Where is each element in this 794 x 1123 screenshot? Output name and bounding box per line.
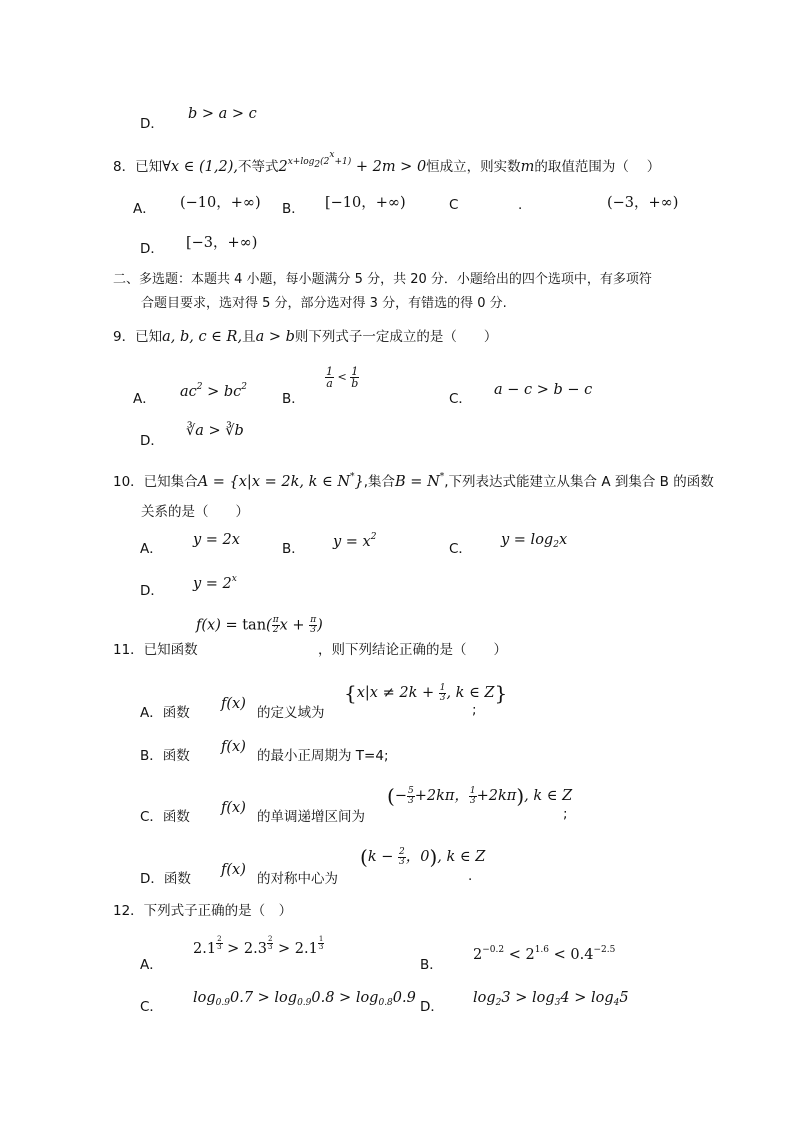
q9-option-b-label: B． — [282, 391, 305, 407]
q11-option-a-end: ; — [472, 702, 477, 718]
q12-option-c-value: $\log_{0.9}0.7 > \log_{0.9}0.8 > \log_{0.8}0.9$ — [193, 990, 416, 1008]
q9-option-c-label: C． — [449, 391, 472, 407]
q8-option-d-value: [−3，+∞) — [186, 235, 258, 251]
q9-vars: a, b, c ∈ R, — [162, 329, 243, 345]
q9-option-d-label: D． — [140, 433, 164, 449]
q7-option-d-value: b > a > c — [188, 106, 257, 122]
q10-mid: ,集合 — [363, 474, 396, 490]
q9-suffix: 则下列式子一定成立的是（ ） — [294, 329, 498, 345]
q12-option-c-label: C． — [140, 999, 163, 1015]
q8-stem — [113, 150, 660, 175]
q8-option-a-label: A． — [133, 201, 156, 217]
q8-inequality: $2^{x+log_2(2^x+1)} + 2m > 0$ — [278, 150, 427, 175]
q11-function: f(x) = tan( $\frac{\pi}{2}$ x + $\frac{\pi}{3}$ ) — [196, 615, 323, 635]
q10-option-d-label: D． — [140, 583, 164, 599]
q9-condition: a > b — [255, 329, 295, 345]
q11-option-a-desc: 的定义域为 — [257, 705, 325, 721]
q11-option-a-fx: f(x) — [221, 696, 246, 712]
q8-suffix1: 恒成立，则实数 — [426, 159, 521, 175]
q8-option-b-label: B． — [282, 201, 305, 217]
q8-option-a-value: (−10，+∞) — [180, 195, 261, 211]
q8-condition: ∀x ∈ (1,2), — [162, 159, 238, 175]
q11-option-a-label: A．函数 — [140, 705, 190, 721]
q9-option-d-value: ∛a > ∛b — [186, 423, 244, 439]
q8-option-c-label: C — [449, 197, 459, 213]
q11-option-b-desc: 的最小正周期为 T=4; — [257, 748, 389, 764]
q8-suffix2: 的取值范围为（ ） — [534, 159, 661, 175]
q10-option-b-value: $y = x^2$ — [333, 532, 377, 550]
q8-option-b-value: [−10，+∞) — [325, 195, 406, 211]
q11-option-c-value: (− $\frac{5}{3}$ +2kπ， $\frac{1}{3}$ +2kπ), k ∈ Z — [387, 784, 573, 808]
q11-suffix: ，则下列结论正确的是（ ） — [318, 642, 507, 658]
q8-var: m — [520, 159, 535, 175]
q10-set-b: B = N* — [395, 472, 445, 490]
section-heading-line1: 二、多选题：本题共 4 小题，每小题满分 5 分，共 20 分．小题给出的四个选项中，有多项符 — [113, 272, 652, 287]
q9-prefix: 9．已知 — [113, 329, 163, 345]
q10-option-a-value: y = 2x — [193, 532, 240, 548]
q8-option-c-value: (−3，+∞) — [607, 195, 679, 211]
q10-option-c-label: C． — [449, 541, 472, 557]
q12-option-d-label: D． — [420, 999, 444, 1015]
q11-option-c-label: C．函数 — [140, 809, 190, 825]
q11-option-c-desc: 的单调递增区间为 — [257, 809, 365, 825]
section-heading-line2: 合题目要求，选对得 5 分，部分选对得 3 分，有错选的得 0 分. — [141, 296, 507, 311]
q11-option-d-label: D．函数 — [140, 871, 191, 887]
q11-option-b-label: B．函数 — [140, 748, 190, 764]
q12-stem: 12．下列式子正确的是（ ） — [113, 903, 293, 919]
q10-option-c-value: $y = \log_2x$ — [501, 532, 568, 550]
q9-option-a-label: A． — [133, 391, 156, 407]
q12-option-b-value: $2^{-0.2} < 2^{1.6} < 0.4^{-2.5}$ — [473, 945, 616, 963]
q11-option-c-end: ; — [563, 806, 568, 822]
q7-option-d-label: D． — [140, 116, 164, 132]
q9-option-b-value: $\frac{1}{a}$ < $\frac{1}{b}$ — [326, 365, 359, 390]
q11-prefix: 11．已知函数 — [113, 642, 198, 658]
q11-option-a-value: {x|x ≠ 2k + $\frac{1}{3}$ , k ∈ Z} — [344, 681, 508, 705]
q8-option-d-label: D． — [140, 241, 164, 257]
q8-prefix: 8．已知 — [113, 159, 163, 175]
q9-stem — [113, 325, 497, 345]
q8-mid: 不等式 — [237, 159, 279, 175]
q10-option-b-label: B． — [282, 541, 305, 557]
q11-option-d-end: . — [468, 868, 473, 884]
q11-option-b-fx: f(x) — [221, 739, 246, 755]
q8-option-c-dot: . — [518, 197, 523, 213]
q10-stem — [113, 470, 714, 490]
q11-option-d-value: (k − $\frac{2}{3}$ ，0), k ∈ Z — [360, 845, 486, 869]
q10-stem-line2: 关系的是（ ） — [141, 504, 249, 520]
q10-suffix: ,下列表达式能建立从集合 A 到集合 B 的函数 — [444, 474, 714, 490]
q11-option-c-fx: f(x) — [221, 800, 246, 816]
q11-option-d-desc: 的对称中心为 — [257, 871, 338, 887]
q12-option-d-value: $\log_23 > \log_34 > \log_45$ — [473, 990, 629, 1008]
q9-mid: 且 — [242, 329, 256, 345]
q10-option-d-value: $y = 2^x$ — [193, 574, 237, 592]
q12-option-a-value: 2.1 $^{\frac{2}{3}}$ > 2.3 $^{\frac{2}{3}}$ > 2.1 $^{\frac{1}{3}}$ — [193, 935, 324, 957]
q10-prefix: 10．已知集合 — [113, 474, 198, 490]
q11-option-d-fx: f(x) — [221, 862, 246, 878]
q10-option-a-label: A． — [140, 541, 163, 557]
q9-option-c-value: a − c > b − c — [494, 382, 593, 398]
q9-option-a-value: $ac^2 > bc^2$ — [180, 382, 248, 400]
q12-option-a-label: A． — [140, 957, 163, 973]
q10-set-a: A = {x|x = 2k, k ∈ N*} — [197, 472, 364, 490]
q12-option-b-label: B． — [420, 957, 443, 973]
